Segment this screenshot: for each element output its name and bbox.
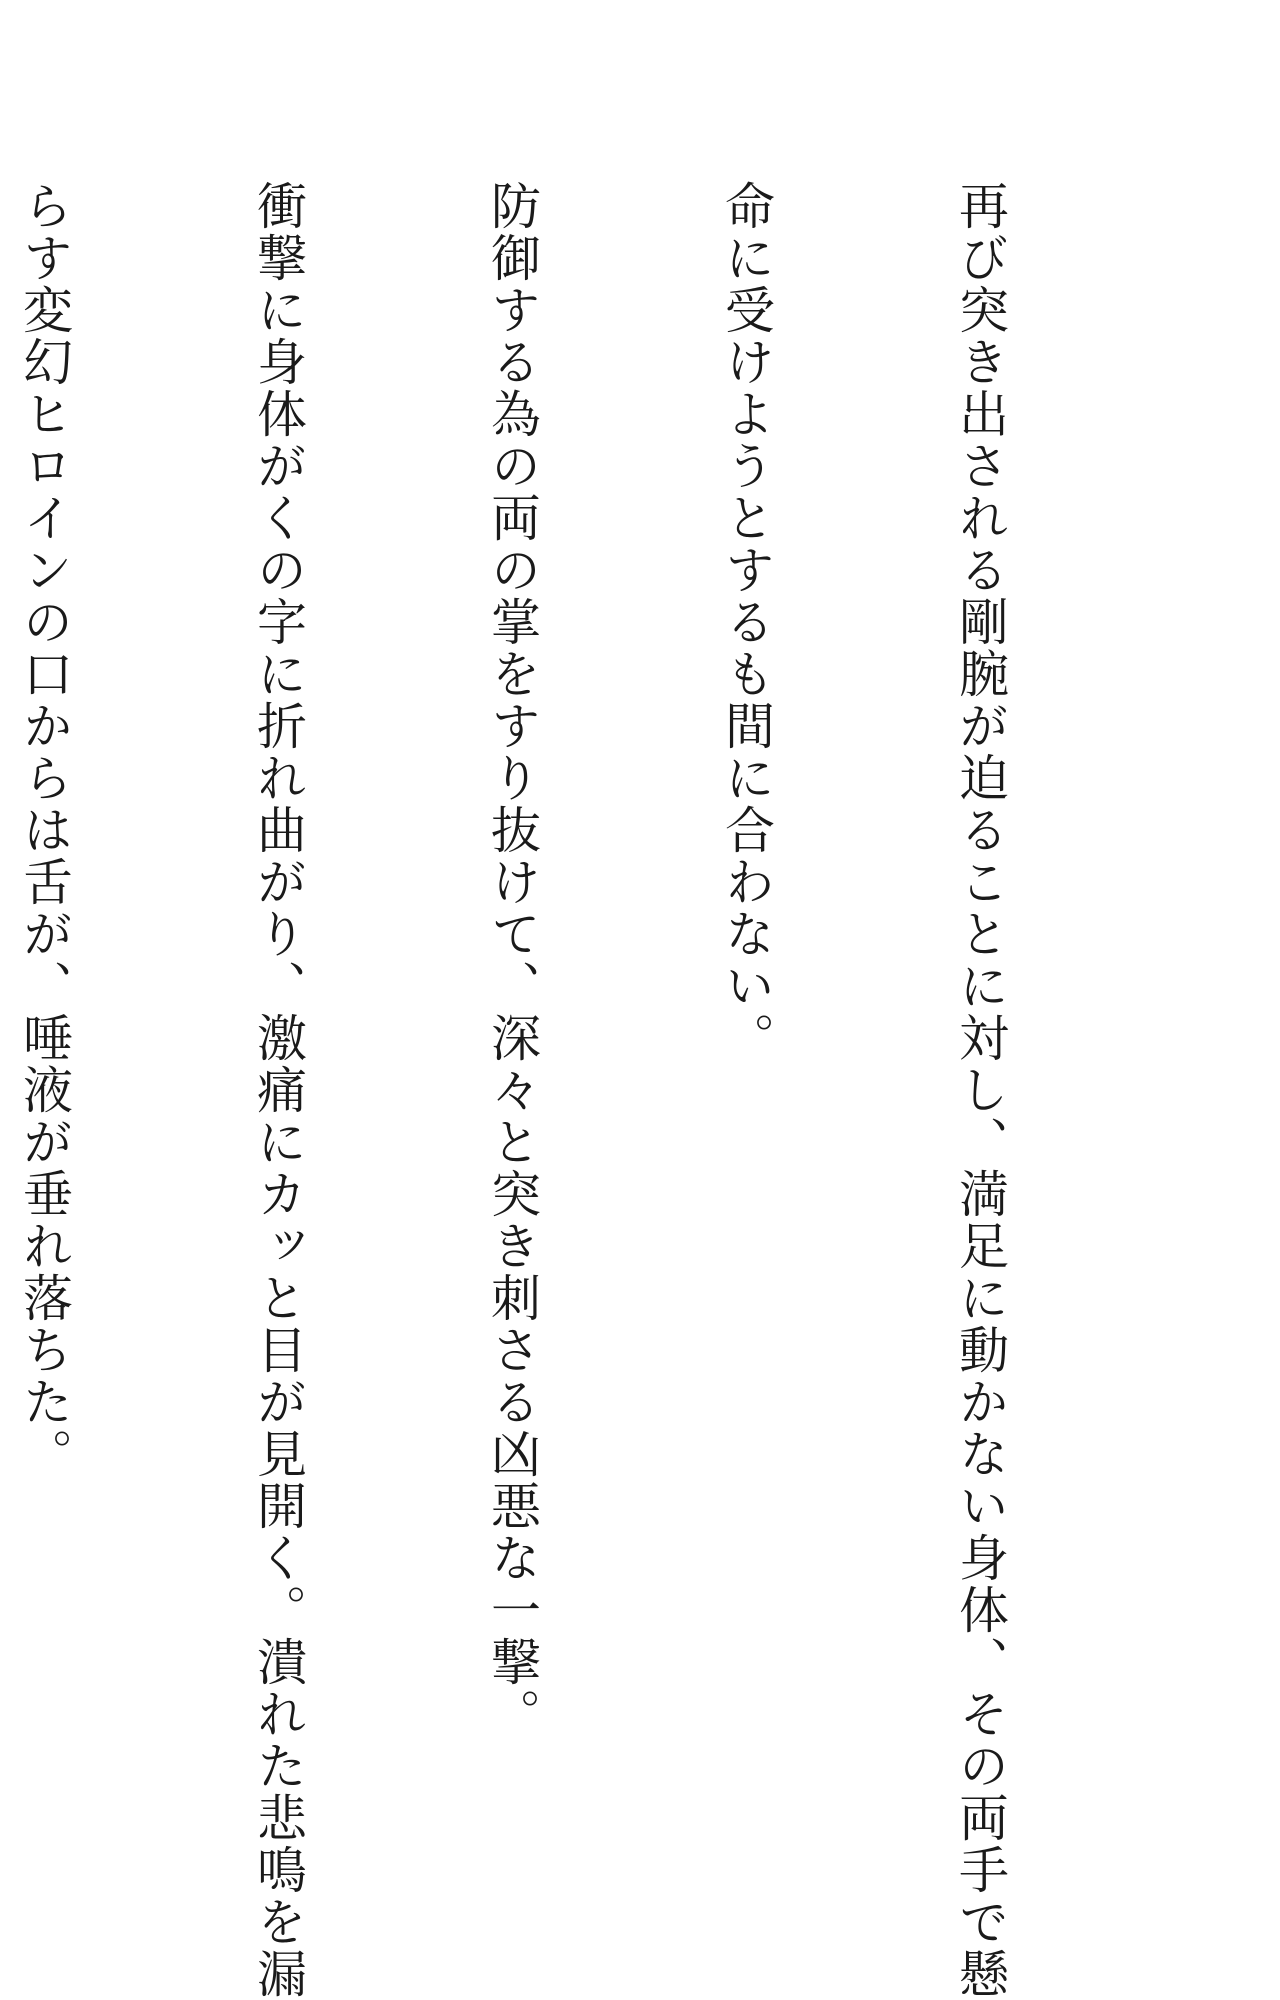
text-line: らす変幻ヒロインの口からは舌が、唾液が垂れ落ちた。 (15, 180, 73, 1480)
text-line: 衝撃に身体がくの字に折れ曲がり、激痛にカッと目が見開く。潰れた悲鳴を漏 (249, 180, 307, 2000)
text-line: 命に受けようとするも間に合わない。 (717, 180, 775, 1064)
text-line: 再び突き出される剛腕が迫ることに対し、満足に動かない身体、その両手で懸 (951, 180, 1009, 2000)
text-line: 防御する為の両の掌をすり抜けて、深々と突き刺さる凶悪な一撃。 (483, 180, 541, 1740)
vertical-text-body (0, 180, 1175, 2000)
